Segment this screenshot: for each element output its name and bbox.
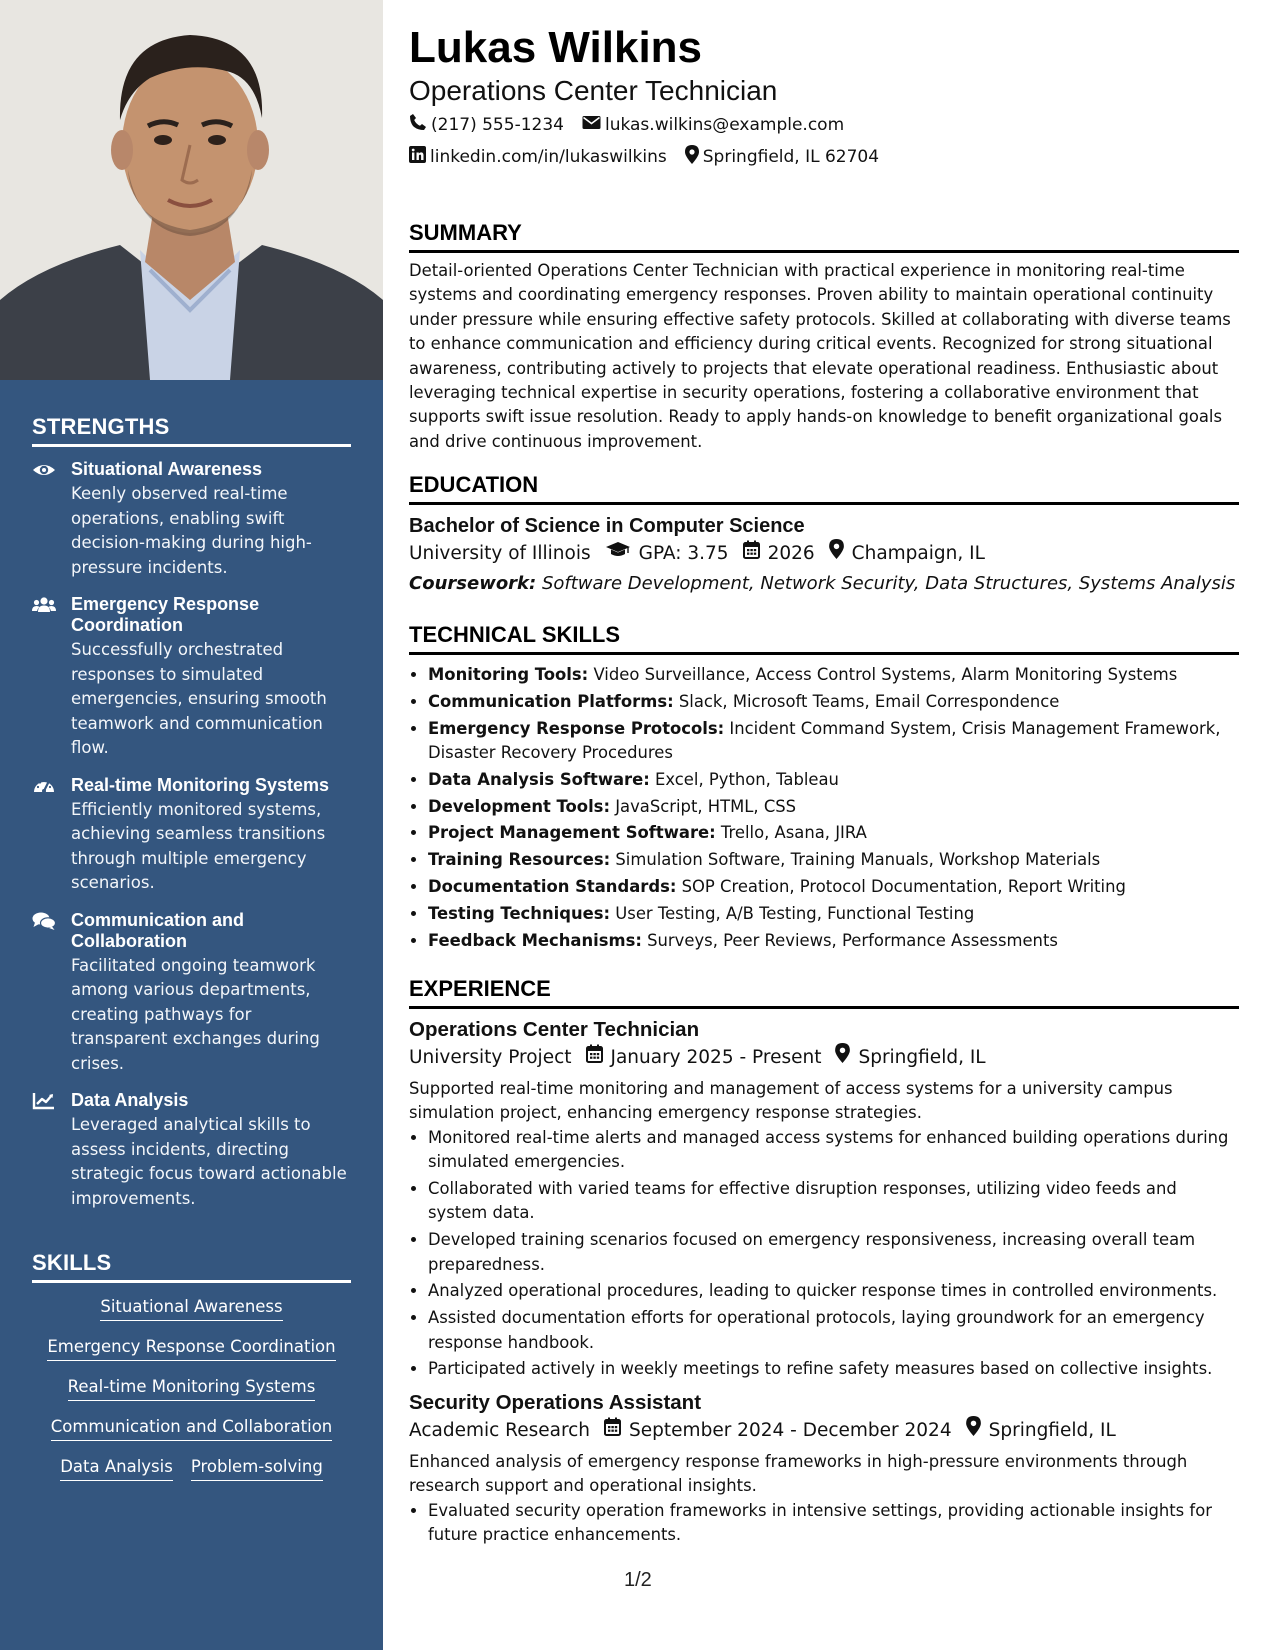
phone-text: (217) 555-1234 — [431, 114, 564, 135]
tech-skill-item — [428, 821, 1239, 845]
job-dates — [604, 1416, 952, 1446]
linkedin-icon — [409, 146, 430, 168]
technical-skills-list — [409, 663, 1239, 953]
coursework-label: Coursework: — [409, 573, 537, 594]
strength-title: Real-time Monitoring Systems — [71, 774, 330, 795]
tech-skill-label: Development Tools: — [428, 796, 610, 816]
job-location — [835, 1043, 985, 1073]
skills-heading: SKILLS — [32, 1250, 351, 1283]
strengths-section — [32, 414, 351, 1211]
technical-skills-section — [409, 622, 1239, 955]
tech-skill-label: Data Analysis Software: — [428, 769, 650, 789]
candidate-role: Operations Center Technician — [409, 75, 778, 106]
gauge-icon — [32, 776, 56, 796]
map-pin-icon — [685, 145, 703, 169]
job-org-text: University Project — [409, 1047, 572, 1068]
year-item — [743, 539, 815, 569]
job-meta — [409, 1043, 1239, 1073]
job-bullets — [409, 1499, 1239, 1548]
profile-photo — [0, 0, 383, 380]
skill-tag: Problem-solving — [191, 1455, 323, 1481]
tech-skill-label: Documentation Standards: — [428, 876, 677, 896]
contact-email[interactable] — [582, 114, 844, 135]
job-bullet: • Participated actively in weekly meetings to refine safety measures based on collective insights. — [428, 1357, 1239, 1381]
tech-skill-item — [428, 795, 1239, 819]
tech-skill-label: Project Management Software: — [428, 823, 716, 843]
year-text: 2026 — [767, 543, 815, 564]
tech-skill-label: Training Resources: — [428, 850, 611, 870]
edu-location-text: Champaign, IL — [851, 543, 985, 564]
linkedin-link[interactable]: linkedin.com/in/lukaswilkins — [430, 147, 667, 167]
phone-icon — [409, 113, 431, 136]
job-org-text: Academic Research — [409, 1419, 591, 1441]
eye-icon — [32, 460, 56, 480]
skill-tag: Situational Awareness — [100, 1295, 282, 1321]
strength-item — [32, 775, 351, 896]
school-text: University of Illinois — [409, 543, 591, 564]
education-meta — [409, 539, 1239, 569]
calendar-icon — [586, 1043, 611, 1073]
skill-tag: Emergency Response Coordination — [47, 1335, 335, 1361]
education-section — [409, 472, 1239, 599]
strength-desc: Leveraged analytical skills to assess incidents, directing strategic focus toward actionable improvements. — [71, 1115, 347, 1208]
candidate-name: Lukas Wilkins — [409, 23, 703, 72]
job-summary: Supported real-time monitoring and management of access systems for a university campus simulation project, enhancing emergency response strategies. — [409, 1079, 1173, 1123]
envelope-icon — [582, 114, 605, 135]
calendar-icon — [743, 539, 768, 569]
contact-row — [409, 113, 862, 136]
job-bullet: • Developed training scenarios focused on emergency responsiveness, increasing overall team preparedness. — [428, 1228, 1239, 1277]
job-dates — [586, 1043, 822, 1073]
job-title: Operations Center Technician — [409, 1018, 700, 1041]
strength-item — [32, 1090, 351, 1211]
map-pin-icon — [829, 539, 852, 569]
job-entry — [409, 1017, 1239, 1382]
skill-tag: Communication and Collaboration — [51, 1415, 333, 1441]
comments-icon — [32, 911, 56, 931]
tech-skill-value: User Testing, A/B Testing, Functional Testing — [615, 903, 975, 923]
tech-skill-item — [428, 768, 1239, 792]
job-entry — [409, 1390, 1239, 1548]
tech-skill-item — [428, 690, 1239, 714]
skills-section — [32, 1250, 351, 1481]
job-meta — [409, 1416, 1239, 1446]
tech-skill-label: Emergency Response Protocols: — [428, 718, 725, 738]
tech-skill-item — [428, 663, 1239, 687]
gpa-text: GPA: 3.75 — [638, 543, 729, 564]
skill-tag: Real-time Monitoring Systems — [68, 1375, 316, 1401]
calendar-icon — [604, 1416, 629, 1446]
tech-skill-item — [428, 902, 1239, 926]
experience-heading: EXPERIENCE — [409, 976, 1239, 1009]
email-link[interactable]: lukas.wilkins@example.com — [604, 114, 845, 135]
tech-skill-label: Monitoring Tools: — [428, 665, 589, 684]
edu-location-item — [829, 539, 985, 569]
skills-list — [32, 1295, 351, 1481]
strength-desc: Efficiently monitored systems, achieving seamless transitions through multiple emergency scenarios. — [71, 799, 326, 892]
job-dates-text: January 2025 - Present — [610, 1047, 822, 1068]
job-org — [409, 1043, 572, 1073]
sidebar — [0, 0, 383, 1650]
job-location — [966, 1416, 1116, 1446]
tech-skill-value: SOP Creation, Protocol Documentation, Report Writing — [681, 876, 1126, 896]
job-bullet: • Monitored real-time alerts and managed access systems for enhanced building operations during simulated emergencies. — [428, 1126, 1239, 1175]
chart-line-icon — [32, 1091, 56, 1111]
tech-skill-value: Trello, Asana, JIRA — [720, 823, 867, 843]
strength-item — [32, 594, 351, 761]
tech-skill-label: Testing Techniques: — [428, 903, 611, 923]
tech-skill-item — [428, 848, 1239, 872]
job-bullet: • Analyzed operational procedures, leading to quicker response times in controlled environments. — [428, 1279, 1239, 1303]
contact-linkedin[interactable] — [409, 146, 667, 168]
job-location-text: Springfield, IL — [858, 1047, 986, 1068]
tech-skill-item — [428, 875, 1239, 899]
coursework-text: Software Development, Network Security, Data Structures, Systems Analysis — [541, 573, 1236, 594]
strength-title: Communication and Collaboration — [71, 909, 245, 951]
strength-item — [32, 910, 351, 1077]
map-pin-icon — [966, 1416, 989, 1446]
location-text: Springfield, IL 62704 — [702, 147, 880, 167]
strength-desc: Successfully orchestrated responses to simulated emergencies, ensuring smooth teamwork and communication flow. — [71, 640, 327, 757]
job-bullet: • Evaluated security operation frameworks in intensive settings, providing actionable insights for future practice enhancements. — [428, 1499, 1239, 1548]
tech-skill-value: JavaScript, HTML, CSS — [615, 796, 797, 816]
summary-text: Detail-oriented Operations Center Technician with practical experience in monitoring real-time systems and coordinating emergency responses. Proven ability to maintain operational continuity under pressure while ensuring effective safety protocols. Skilled at collaborating with diverse teams to enhance communication and efficiency during critical events. Recognized for strong situational awareness, contributing actively to projects that elevate operational readiness. Enthusiastic about leveraging technical expertise in security operations, fostering a collaborative environment that supports swift issue resolution. Ready to apply hands-on knowledge to benefit organizational goals and drive continuous improvement. — [409, 261, 1231, 451]
job-dates-text: September 2024 - December 2024 — [629, 1419, 952, 1441]
job-location-text: Springfield, IL — [988, 1419, 1116, 1441]
school-name — [409, 539, 591, 569]
map-pin-icon — [835, 1043, 858, 1073]
tech-skill-item — [428, 717, 1239, 766]
strength-desc: Keenly observed real-time operations, enabling swift decision-making during high-pressure incidents. — [71, 484, 312, 577]
strength-title: Data Analysis — [71, 1090, 189, 1110]
page-number: 1/2 — [624, 1569, 652, 1591]
tech-skill-value: Video Surveillance, Access Control Systems, Alarm Monitoring Systems — [593, 665, 1178, 684]
skill-tag: Data Analysis — [60, 1455, 173, 1481]
strength-desc: Facilitated ongoing teamwork among various departments, creating pathways for transparent exchanges during crises. — [71, 955, 320, 1073]
contact-location — [685, 145, 879, 169]
education-heading: EDUCATION — [409, 472, 1239, 505]
tech-skill-label: Communication Platforms: — [428, 691, 674, 711]
tech-skill-item — [428, 929, 1239, 953]
job-org — [409, 1416, 590, 1446]
tech-skill-label: Feedback Mechanisms: — [428, 930, 642, 950]
summary-heading: SUMMARY — [409, 220, 1239, 253]
experience-section — [409, 976, 1239, 1550]
job-title: Security Operations Assistant — [409, 1390, 702, 1414]
job-bullets — [409, 1126, 1239, 1382]
strengths-heading: STRENGTHS — [32, 414, 351, 447]
tech-skill-value: Incident Command System, Crisis Management Framework, Disaster Recovery Procedures — [428, 718, 1221, 762]
job-bullet: • Assisted documentation efforts for operational protocols, laying groundwork for an emergency response handbook. — [428, 1306, 1239, 1355]
tech-skill-value: Surveys, Peer Reviews, Performance Assessments — [647, 930, 1058, 950]
strength-title: Emergency Response Coordination — [71, 594, 260, 635]
strength-title: Situational Awareness — [71, 459, 263, 479]
job-bullet: • Collaborated with varied teams for effective disruption responses, utilizing video feeds and system data. — [428, 1177, 1239, 1226]
technical-skills-heading: TECHNICAL SKILLS — [409, 622, 1239, 655]
graduation-cap-icon — [605, 539, 639, 569]
tech-skill-value: Simulation Software, Training Manuals, Workshop Materials — [615, 850, 1101, 870]
tech-skill-value: Slack, Microsoft Teams, Email Correspondence — [678, 691, 1060, 711]
contact-phone — [409, 113, 564, 136]
job-summary: Enhanced analysis of emergency response frameworks in high-pressure environments through research support and operational insights. — [409, 1451, 1188, 1496]
coursework-line — [409, 569, 1239, 599]
strength-item — [32, 459, 351, 580]
gpa-item — [605, 539, 729, 569]
tech-skill-value: Excel, Python, Tableau — [655, 769, 839, 789]
users-icon — [32, 595, 56, 615]
contact-row-2 — [409, 145, 897, 169]
summary-section — [409, 220, 1239, 454]
portrait-illustration — [0, 0, 383, 380]
degree-title: Bachelor of Science in Computer Science — [409, 515, 805, 537]
